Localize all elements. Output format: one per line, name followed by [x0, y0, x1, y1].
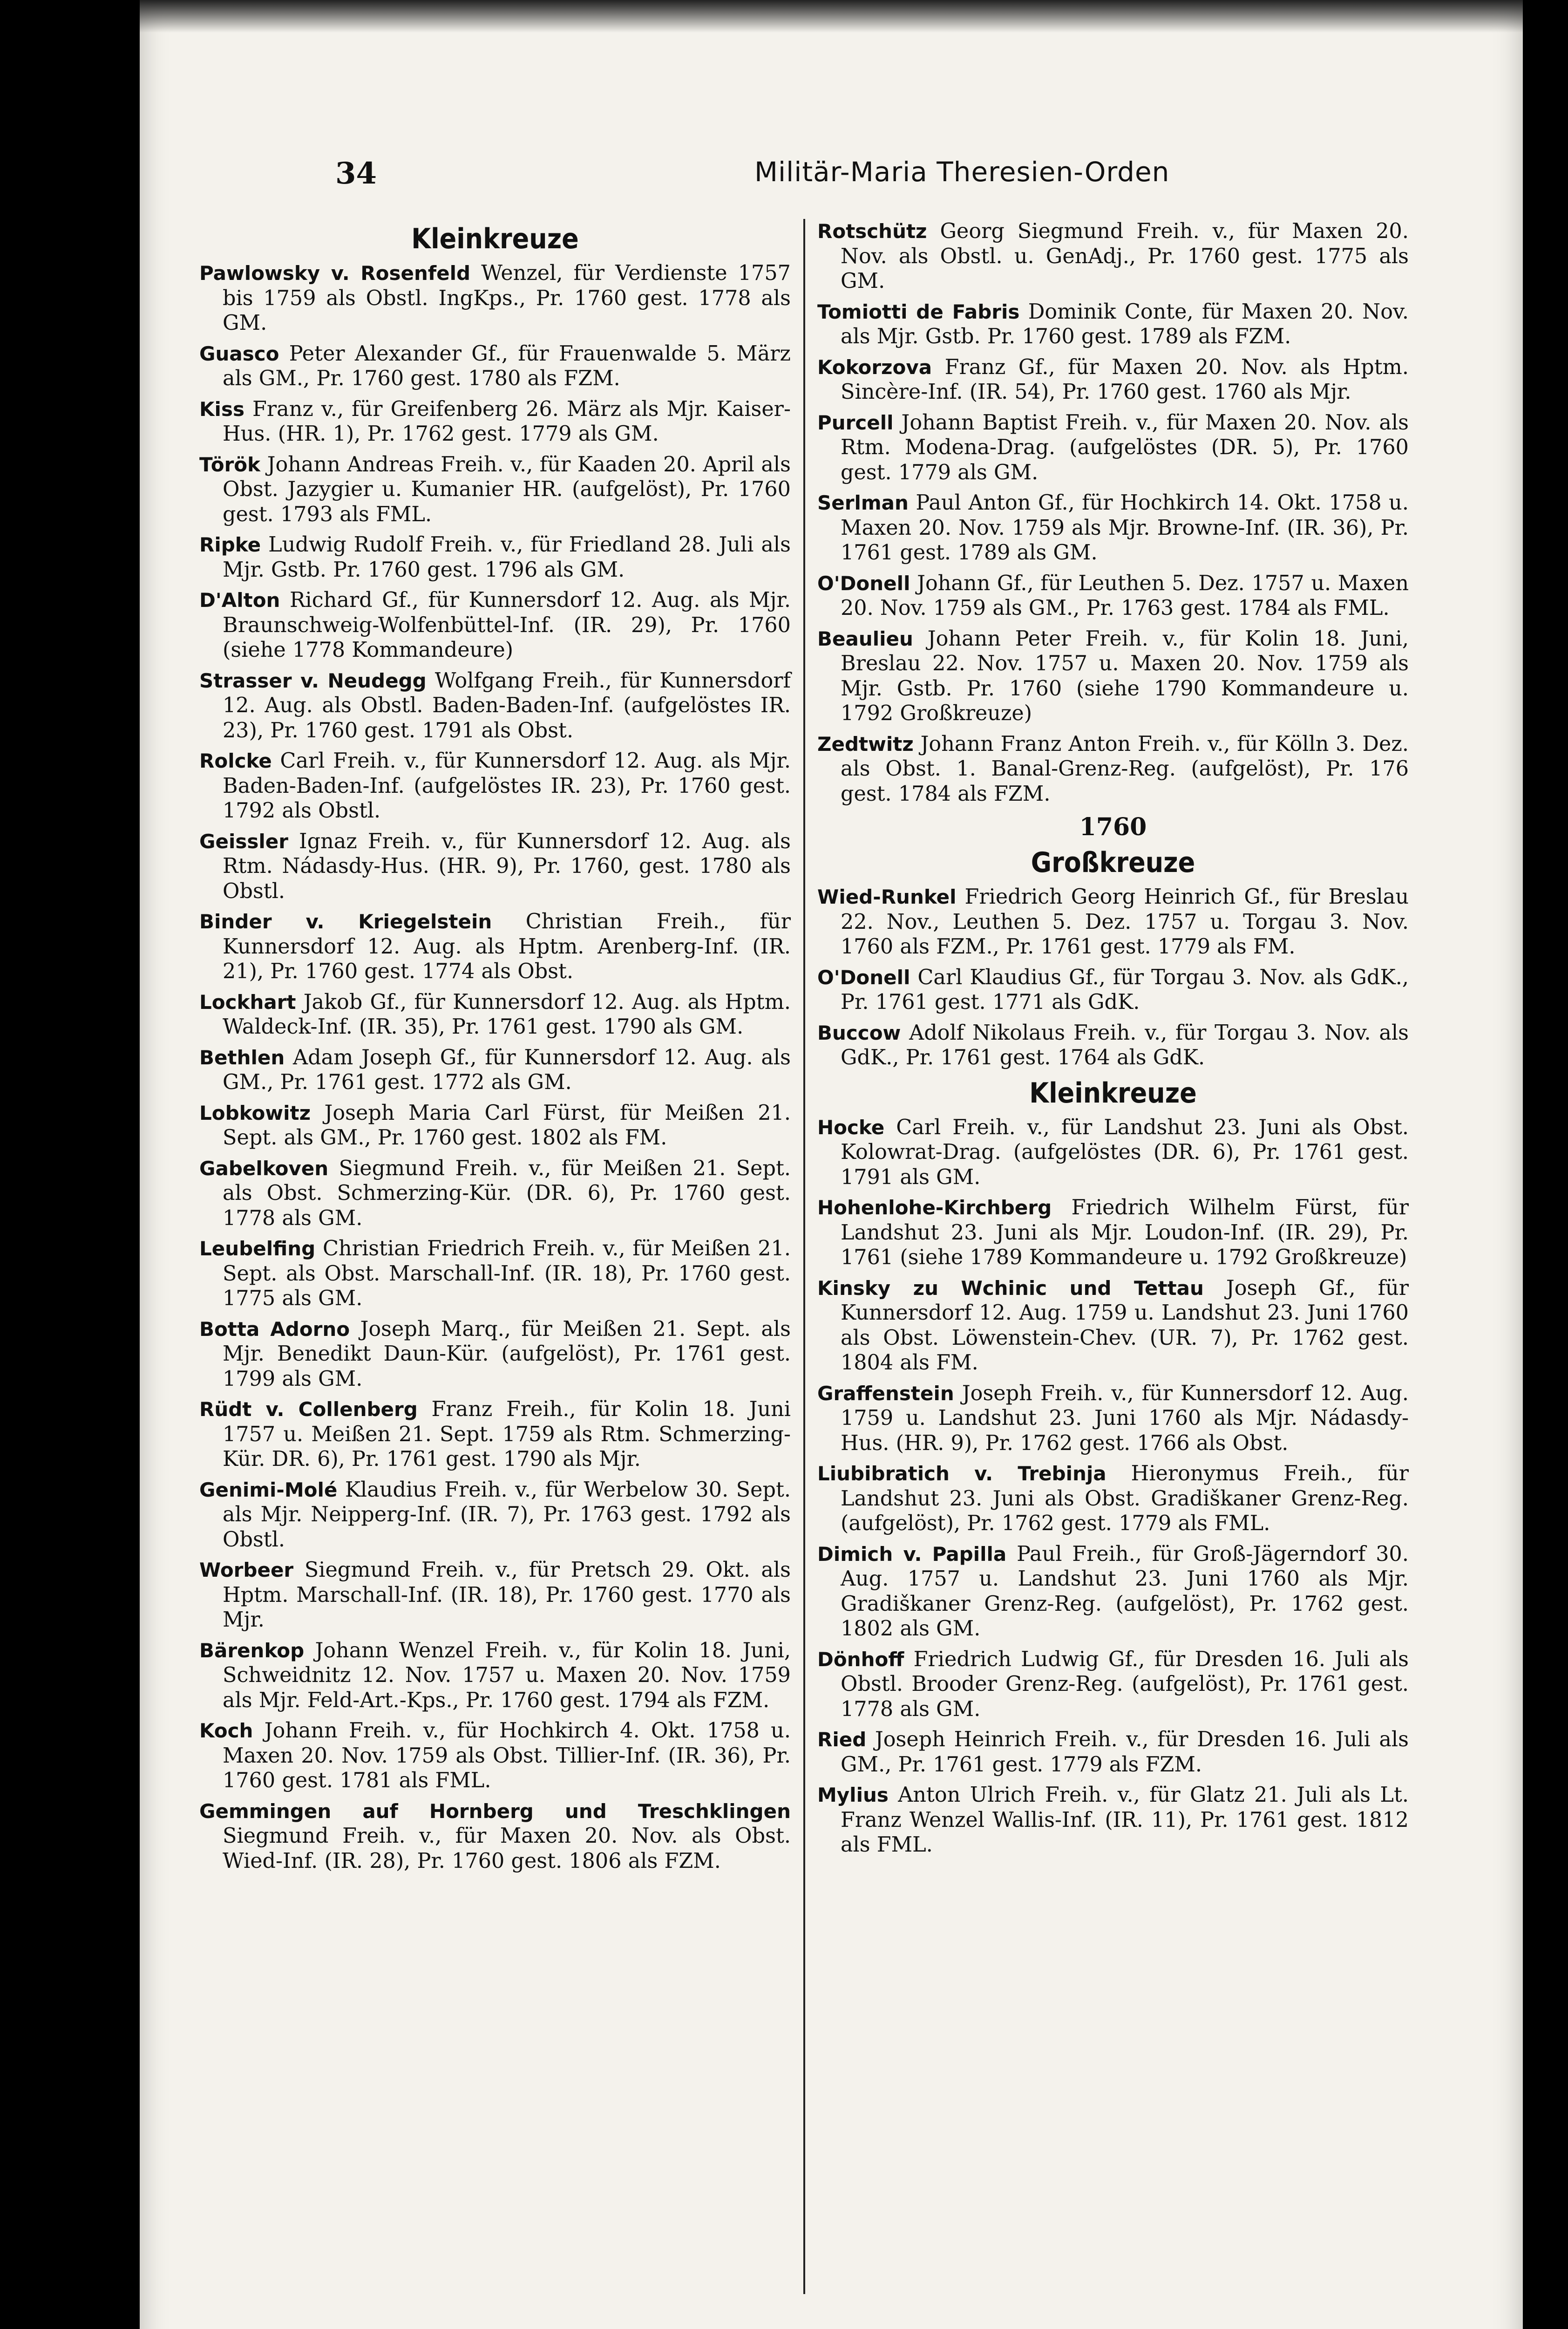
entry-text: Wolfgang Freih., für Kunnersdorf 12. Aug. als Obstl. Baden-Baden-Inf. (aufgelöstes IR. 23), Pr. 1760 gest. 1791 als Obst.: [223, 668, 791, 742]
entry-name: Lockhart: [199, 990, 296, 1014]
entry-name: Buccow: [817, 1021, 901, 1044]
entry-list: [817, 885, 1409, 1070]
entry: [199, 909, 791, 984]
entry: [817, 965, 1409, 1015]
page-number: 34: [335, 156, 377, 191]
entry: [817, 219, 1409, 294]
entry-name: Guasco: [199, 342, 279, 365]
page-header: [335, 156, 1500, 198]
entry: [817, 300, 1409, 349]
entry: [199, 1156, 791, 1231]
entry: [817, 1783, 1409, 1858]
entry-name: Botta Adorno: [199, 1317, 350, 1341]
entry-text: Johann Gf., für Leuthen 5. Dez. 1757 u. Maxen 20. Nov. 1759 als GM., Pr. 1763 gest. 1784 als FML.: [841, 571, 1409, 620]
entry-text: Johann Baptist Freih. v., für Maxen 20. Nov. als Rtm. Modena-Drag. (aufgelöstes (DR. 5), Pr. 1760 gest. 1779 als GM.: [841, 410, 1409, 484]
entry-name: D'Alton: [199, 589, 280, 612]
entry-text: Friedrich Ludwig Gf., für Dresden 16. Juli als Obstl. Brooder Grenz-Reg. (aufgelöst), Pr. 1761 gest. 1778 als GM.: [841, 1647, 1409, 1721]
entry: [817, 732, 1409, 807]
entry: [817, 1647, 1409, 1722]
entry-text: Hieronymus Freih., für Landshut 23. Juni als Obst. Gradiškaner Grenz-Reg. (aufgelöst), Pr. 1762 gest. 1779 als FML.: [841, 1462, 1409, 1535]
entry-name: Strasser v. Neudegg: [199, 669, 427, 692]
entry-text: Joseph Freih. v., für Kunnersdorf 12. Aug. 1759 u. Landshut 23. Juni 1760 als Mjr. Nádasdy-Hus. (HR. 9), Pr. 1762 gest. 1766 als Obst.: [841, 1381, 1409, 1455]
section-heading-kleinkreuze: Kleinkreuze: [411, 223, 579, 255]
entry-text: Franz Freih., für Kolin 18. Juni 1757 u. Meißen 21. Sept. 1759 als Rtm. Schmerzing-Kür. DR. 6), Pr. 1761 gest. 1790 als Mjr.: [223, 1397, 791, 1471]
section-heading-grosskreuze: Großkreuze: [1031, 846, 1195, 879]
entry-name: O'Donell: [817, 572, 910, 595]
entry-name: Dönhoff: [817, 1648, 904, 1671]
entry-name: Rüdt v. Collenberg: [199, 1398, 418, 1421]
section-heading-kleinkreuze: Kleinkreuze: [1029, 1076, 1197, 1110]
entry: [817, 1727, 1409, 1777]
entry-text: Johann Peter Freih. v., für Kolin 18. Juni, Breslau 22. Nov. 1757 u. Maxen 20. Nov. 1759 als Mjr. Gstb. Pr. 1760 (siehe 1790 Kommandeure u. 1792 Großkreuze): [841, 627, 1409, 725]
entry: [199, 749, 791, 824]
entry: [817, 1276, 1409, 1376]
entry: [199, 1236, 791, 1311]
entry: [817, 571, 1409, 621]
entry: [817, 1021, 1409, 1070]
entry-name: Leubelfing: [199, 1237, 316, 1260]
entry-text: Dominik Conte, für Maxen 20. Nov. als Mjr. Gstb. Pr. 1760 gest. 1789 als FZM.: [841, 300, 1409, 348]
entry-name: Kiss: [199, 397, 244, 421]
entry: [817, 1461, 1409, 1536]
entry-text: Christian Freih., für Kunnersdorf 12. Aug. als Hptm. Arenberg-Inf. (IR. 21), Pr. 1760 gest. 1774 als Obst.: [223, 910, 791, 983]
entry: [199, 1045, 791, 1095]
entry-text: Johann Andreas Freih. v., für Kaaden 20. April als Obst. Jazygier u. Kumanier HR. (aufgelöst), Pr. 1760 gest. 1793 als FML.: [223, 452, 791, 526]
entry-name: Binder v. Kriegelstein: [199, 910, 492, 933]
entry-text: Johann Freih. v., für Hochkirch 4. Okt. 1758 u. Maxen 20. Nov. 1759 als Obst. Tillier-Inf. (IR. 36), Pr. 1760 gest. 1781 als FML.: [223, 1719, 791, 1792]
entry: [817, 1115, 1409, 1190]
entry: [817, 355, 1409, 405]
entry: [199, 588, 791, 663]
entry-text: Franz Gf., für Maxen 20. Nov. als Hptm. Sincère-Inf. (IR. 54), Pr. 1760 gest. 1760 als Mjr.: [841, 355, 1409, 404]
entry-name: Liubibratich v. Trebinja: [817, 1462, 1106, 1485]
entry: [199, 1478, 791, 1553]
entry-text: Siegmund Freih. v., für Meißen 21. Sept. als Obst. Schmerzing-Kür. (DR. 6), Pr. 1760 gest. 1778 als GM.: [223, 1156, 791, 1230]
entry-name: Hohenlohe-Kirchberg: [817, 1196, 1052, 1219]
entry-name: Worbeer: [199, 1559, 294, 1581]
entry-text: Siegmund Freih. v., für Maxen 20. Nov. als Obst. Wied-Inf. (IR. 28), Pr. 1760 gest. 1806 als FZM.: [223, 1824, 791, 1873]
entry-list: [817, 1115, 1409, 1858]
entry: [199, 990, 791, 1040]
entry-name: Rotschütz: [817, 220, 927, 243]
entry: [817, 410, 1409, 485]
entry: [199, 1317, 791, 1392]
entry-text: Johann Franz Anton Freih. v., für Kölln 3. Dez. als Obst. 1. Banal-Grenz-Reg. (aufgelöst), Pr. 176 gest. 1784 als FZM.: [841, 732, 1409, 806]
entry-list: [199, 261, 791, 1873]
entry-name: Lobkowitz: [199, 1101, 311, 1124]
entry: [199, 1397, 791, 1472]
entry-text: Peter Alexander Gf., für Frauenwalde 5. März als GM., Pr. 1760 gest. 1780 als FZM.: [223, 341, 791, 390]
entry-name: Beaulieu: [817, 627, 913, 650]
entry-text: Christian Friedrich Freih. v., für Meißen 21. Sept. als Obst. Marschall-Inf. (IR. 18), Pr. 1760 gest. 1775 als GM.: [223, 1237, 791, 1310]
entry-text: Johann Wenzel Freih. v., für Kolin 18. Juni, Schweidnitz 12. Nov. 1757 u. Maxen 20. Nov. 1759 als Mjr. Feld-Art.-Kps., Pr. 1760 gest. 1794 als FZM.: [223, 1638, 791, 1712]
entry-name: Mylius: [817, 1784, 889, 1806]
entry-list: [817, 219, 1409, 806]
entry-text: Richard Gf., für Kunnersdorf 12. Aug. als Mjr. Braunschweig-Wolfenbüttel-Inf. (IR. 29), Pr. 1760 (siehe 1778 Kommandeure): [223, 588, 791, 662]
entry: [199, 532, 791, 582]
entry-name: Serlman: [817, 491, 909, 514]
entry-text: Joseph Marq., für Meißen 21. Sept. als Mjr. Benedikt Daun-Kür. (aufgelöst), Pr. 1761 gest. 1799 als GM.: [223, 1317, 791, 1391]
entry-name: Tomiotti de Fabris: [817, 300, 1020, 323]
entry: [199, 1718, 791, 1793]
book-page: [140, 0, 1523, 2329]
entry-name: Pawlowsky v. Rosenfeld: [199, 262, 471, 285]
entry-text: Carl Freih. v., für Landshut 23. Juni als Obst. Kolowrat-Drag. (aufgelöstes (DR. 6), Pr. 1761 gest. 1791 als GM.: [841, 1115, 1409, 1189]
left-column: [199, 219, 791, 1879]
entry: [199, 1638, 791, 1713]
entry-text: Siegmund Freih. v., für Pretsch 29. Okt. als Hptm. Marschall-Inf. (IR. 18), Pr. 1760 gest. 1770 als Mjr.: [223, 1558, 791, 1632]
entry: [199, 1558, 791, 1633]
entry-name: Bärenkop: [199, 1639, 305, 1662]
entry-name: Purcell: [817, 411, 894, 434]
entry-name: Bethlen: [199, 1046, 285, 1069]
entry-text: Jakob Gf., für Kunnersdorf 12. Aug. als Hptm. Waldeck-Inf. (IR. 35), Pr. 1761 gest. 1790 als GM.: [223, 990, 791, 1039]
entry-text: Paul Freih., für Groß-Jägerndorf 30. Aug. 1757 u. Landshut 23. Juni 1760 als Mjr. Gradiškaner Grenz-Reg. (aufgelöst), Pr. 1762 gest. 1802 als GM.: [841, 1542, 1409, 1641]
entry: [199, 829, 791, 904]
entry-text: Carl Freih. v., für Kunnersdorf 12. Aug. als Mjr. Baden-Baden-Inf. (aufgelöstes IR. 23), Pr. 1760 gest. 1792 als Obstl.: [223, 749, 791, 823]
entry-name: Török: [199, 453, 261, 476]
entry-name: Zedtwitz: [817, 732, 914, 756]
entry-text: Adolf Nikolaus Freih. v., für Torgau 3. Nov. als GdK., Pr. 1761 gest. 1764 als GdK.: [841, 1021, 1409, 1069]
entry-text: Friedrich Wilhelm Fürst, für Landshut 23. Juni als Mjr. Loudon-Inf. (IR. 29), Pr. 1761 (siehe 1789 Kommandeure u. 1792 Großkreuze): [841, 1196, 1409, 1269]
year-heading: 1760: [1079, 813, 1147, 841]
entry: [199, 397, 791, 447]
entry: [817, 1195, 1409, 1270]
entry-text: Klaudius Freih. v., für Werbelow 30. Sept. als Mjr. Neipperg-Inf. (IR. 7), Pr. 1763 gest. 1792 als Obstl.: [223, 1478, 791, 1552]
entry: [817, 490, 1409, 565]
right-column: [817, 219, 1409, 1863]
entry-text: Carl Klaudius Gf., für Torgau 3. Nov. als GdK., Pr. 1761 gest. 1771 als GdK.: [841, 965, 1409, 1014]
entry: [199, 261, 791, 336]
entry: [817, 1542, 1409, 1641]
entry: [199, 668, 791, 743]
entry: [199, 1101, 791, 1151]
entry: [817, 1381, 1409, 1456]
entry-name: Graffenstein: [817, 1382, 954, 1405]
entry-name: O'Donell: [817, 966, 910, 989]
entry-name: Ripke: [199, 533, 261, 556]
entry-text: Friedrich Georg Heinrich Gf., für Breslau 22. Nov., Leuthen 5. Dez. 1757 u. Torgau 3. Nov. 1760 als FZM., Pr. 1761 gest. 1779 als FM.: [841, 885, 1409, 959]
entry-name: Rolcke: [199, 749, 272, 772]
entry-text: Joseph Maria Carl Fürst, für Meißen 21. Sept. als GM., Pr. 1760 gest. 1802 als FM.: [223, 1101, 791, 1150]
entry-name: Geissler: [199, 830, 288, 853]
entry-text: Ignaz Freih. v., für Kunnersdorf 12. Aug. als Rtm. Nádasdy-Hus. (HR. 9), Pr. 1760, gest. 1780 als Obstl.: [223, 829, 791, 903]
entry-name: Gabelkoven: [199, 1157, 329, 1180]
running-title: Militär-Maria Theresien-Orden: [754, 156, 1170, 188]
entry-name: Kinsky zu Wchinic und Tettau: [817, 1276, 1204, 1300]
entry-text: Franz v., für Greifenberg 26. März als Mjr. Kaiser-Hus. (HR. 1), Pr. 1762 gest. 1779 als GM.: [223, 397, 791, 446]
entry-text: Ludwig Rudolf Freih. v., für Friedland 28. Juli als Mjr. Gstb. Pr. 1760 gest. 1796 als GM.: [223, 533, 791, 582]
entry: [817, 885, 1409, 960]
entry-text: Anton Ulrich Freih. v., für Glatz 21. Juli als Lt. Franz Wenzel Wallis-Inf. (IR. 11), Pr. 1761 gest. 1812 als FML.: [841, 1783, 1409, 1857]
entry-name: Wied-Runkel: [817, 885, 957, 908]
entry-text: Wenzel, für Verdienste 1757 bis 1759 als Obstl. IngKps., Pr. 1760 gest. 1778 als GM.: [223, 261, 791, 335]
entry-text: Joseph Gf., für Kunnersdorf 12. Aug. 1759 u. Landshut 23. Juni 1760 als Obst. Löwenstein-Chev. (UR. 7), Pr. 1762 gest. 1804 als FM.: [841, 1276, 1409, 1375]
entry-name: Ried: [817, 1728, 867, 1751]
entry-name: Gemmingen auf Hornberg und Treschklingen: [199, 1799, 791, 1823]
entry: [199, 1799, 791, 1874]
entry-name: Hocke: [817, 1116, 885, 1139]
entry: [199, 341, 791, 391]
entry: [817, 627, 1409, 726]
entry: [199, 452, 791, 527]
entry-name: Genimi-Molé: [199, 1478, 338, 1501]
entry-text: Adam Joseph Gf., für Kunnersdorf 12. Aug. als GM., Pr. 1761 gest. 1772 als GM.: [223, 1045, 791, 1094]
entry-name: Dimich v. Papilla: [817, 1542, 1007, 1566]
entry-text: Georg Siegmund Freih. v., für Maxen 20. Nov. als Obstl. u. GenAdj., Pr. 1760 gest. 1775 als GM.: [841, 219, 1409, 293]
column-divider: [803, 219, 805, 2294]
entry-text: Joseph Heinrich Freih. v., für Dresden 16. Juli als GM., Pr. 1761 gest. 1779 als FZM.: [841, 1728, 1409, 1777]
entry-name: Koch: [199, 1719, 253, 1742]
entry-text: Paul Anton Gf., für Hochkirch 14. Okt. 1758 u. Maxen 20. Nov. 1759 als Mjr. Browne-Inf. (IR. 36), Pr. 1761 gest. 1789 als GM.: [841, 491, 1409, 565]
entry-name: Kokorzova: [817, 355, 932, 379]
